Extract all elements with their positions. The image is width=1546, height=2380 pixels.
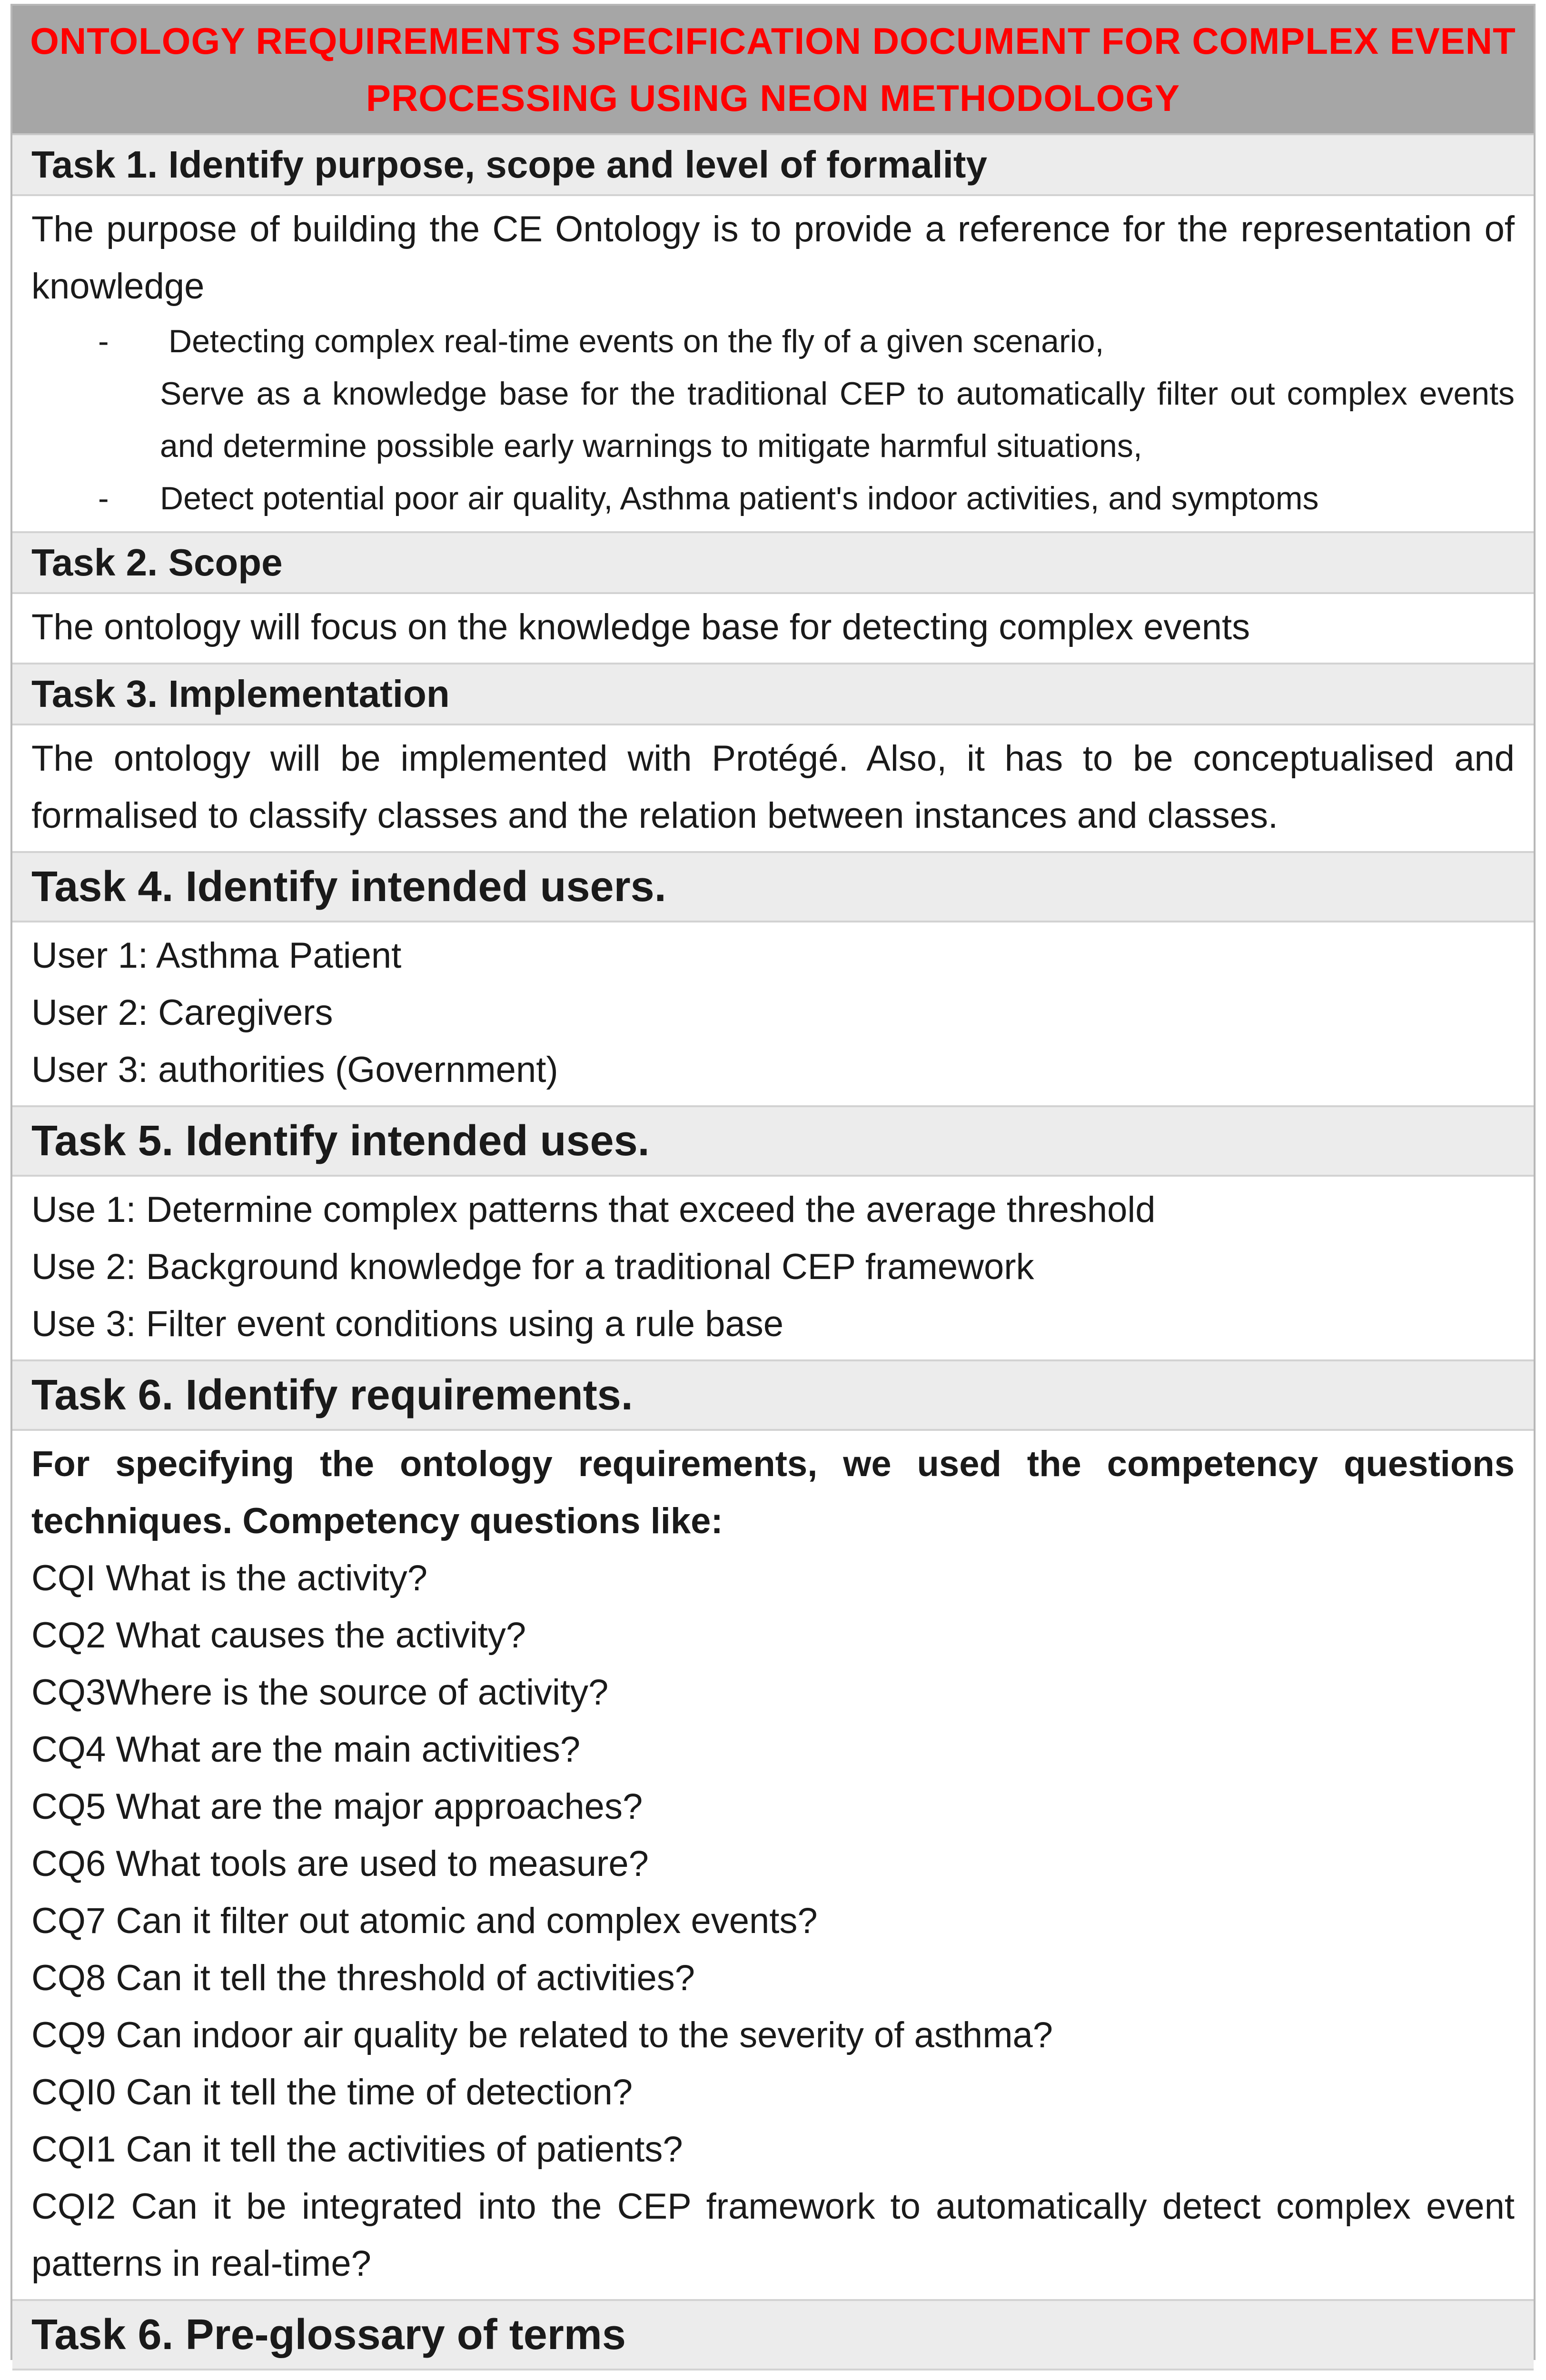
pre-glossary-text: [31, 2375, 1515, 2380]
competency-question: CQ4 What are the main activities?: [31, 1729, 581, 1770]
competency-question: CQI2 Can it be integrated into the CEP framework to automatically detect complex event patterns in real-time?: [31, 2186, 1515, 2284]
task2-text: The ontology will focus on the knowledge base for detecting complex events: [31, 607, 1250, 647]
task1-bullet-2: [31, 472, 1515, 525]
task4-body: [12, 922, 1534, 1107]
task3-body: [12, 725, 1534, 853]
competency-question: CQ3Where is the source of activity?: [31, 1672, 609, 1713]
task1-bullet-1-continuation: Serve as a knowledge base for the traditional CEP to automatically filter out complex events and determine possible early warnings to mitigate harmful situations,: [160, 376, 1515, 464]
task4-user-2: User 2: Caregivers: [31, 992, 333, 1033]
competency-question: CQ7 Can it filter out atomic and complex events?: [31, 1901, 818, 1941]
task1-header: Task 1. Identify purpose, scope and level of formality: [12, 135, 1534, 196]
task5-header: Task 5. Identify intended uses.: [12, 1107, 1534, 1177]
task5-use-1: Use 1: Determine complex patterns that exceed the average threshold: [31, 1190, 1156, 1230]
bullet-dash: -: [98, 323, 109, 359]
title-line-2: PROCESSING USING NEON METHODOLOGY: [366, 77, 1180, 119]
task5-use-2: Use 2: Background knowledge for a traditional CEP framework: [31, 1247, 1034, 1287]
competency-question: CQ5 What are the major approaches?: [31, 1786, 643, 1827]
competency-question: CQ9 Can indoor air quality be related to the severity of asthma?: [31, 2015, 1053, 2055]
competency-question: CQI0 Can it tell the time of detection?: [31, 2072, 633, 2112]
pre-glossary-body: [12, 2370, 1534, 2380]
task6-body: [12, 1431, 1534, 2301]
competency-question: CQ6 What tools are used to measure?: [31, 1844, 649, 1884]
task5-body: [12, 1177, 1534, 1361]
task6-header: Task 6. Identify requirements.: [12, 1361, 1534, 1431]
task2-header: Task 2. Scope: [12, 533, 1534, 594]
document-title: [12, 6, 1534, 135]
pre-glossary-header: Task 6. Pre-glossary of terms: [12, 2301, 1534, 2370]
task4-header: Task 4. Identify intended users.: [12, 853, 1534, 922]
task5-use-3: Use 3: Filter event conditions using a rule base: [31, 1304, 783, 1344]
task1-bullet-2-text: Detect potential poor air quality, Asthma patient's indoor activities, and symptoms: [160, 480, 1319, 516]
competency-question: CQI What is the activity?: [31, 1558, 428, 1598]
task1-bullet-1: [31, 315, 1515, 367]
task1-intro: The purpose of building the CE Ontology is to provide a reference for the representation of knowledge: [31, 209, 1515, 307]
task4-user-3: User 3: authorities (Government): [31, 1050, 558, 1090]
task1-bullet-1-text: Detecting complex real-time events on the fly of a given scenario,: [168, 323, 1104, 359]
task6-intro: For specifying the ontology requirements, we used the competency questions techniques. Competency questions like:: [31, 1444, 1515, 1541]
competency-question: CQ8 Can it tell the threshold of activities?: [31, 1958, 695, 1998]
task3-header: Task 3. Implementation: [12, 664, 1534, 725]
task3-text: The ontology will be implemented with Protégé. Also, it has to be conceptualised and formalised to classify classes and the relation between instances and classes.: [31, 738, 1515, 836]
task4-user-1: User 1: Asthma Patient: [31, 935, 402, 976]
ors-document-table: [10, 4, 1536, 2360]
task1-body: [12, 196, 1534, 533]
competency-question: CQI1 Can it tell the activities of patients?: [31, 2129, 683, 2170]
title-line-1: ONTOLOGY REQUIREMENTS SPECIFICATION DOCUMENT FOR COMPLEX EVENT: [30, 20, 1516, 62]
competency-question: CQ2 What causes the activity?: [31, 1615, 526, 1656]
bullet-dash: -: [98, 480, 109, 516]
task2-body: [12, 594, 1534, 664]
